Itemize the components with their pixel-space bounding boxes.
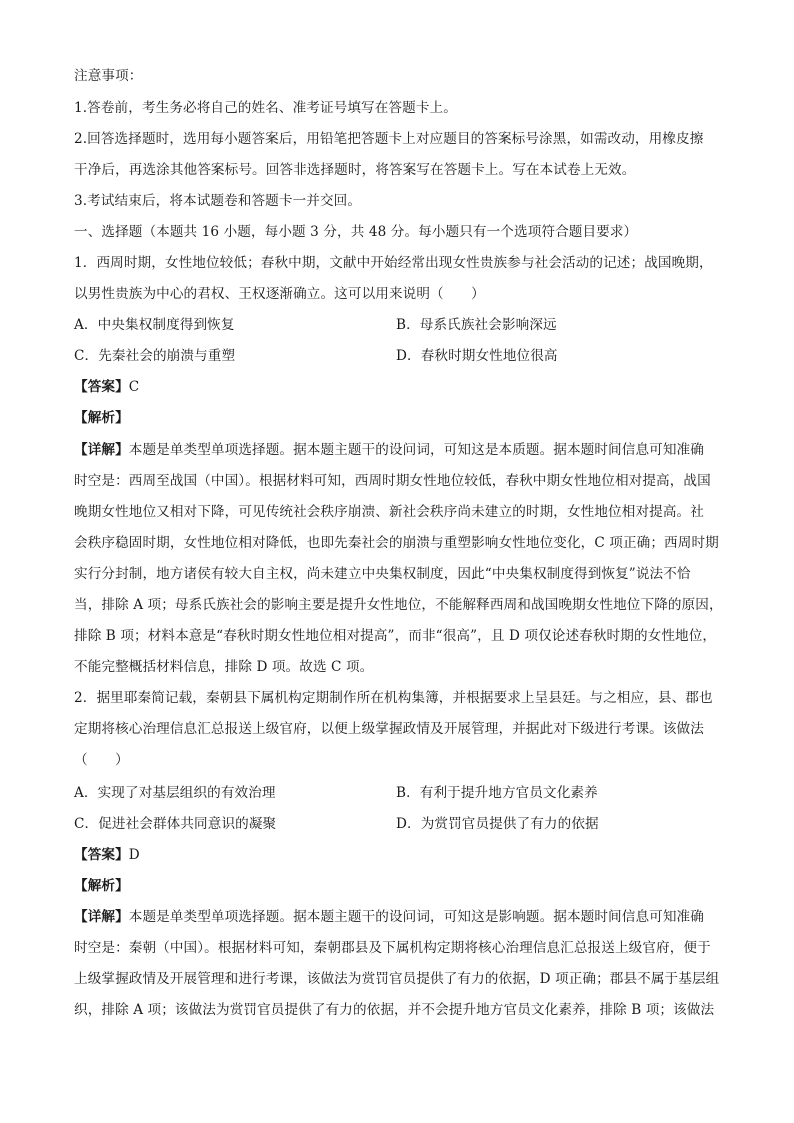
detail-line bbox=[74, 441, 704, 459]
answer-tag: 【答案】 bbox=[74, 847, 129, 863]
notice-title: 注意事项： bbox=[74, 68, 143, 84]
answer-value: C bbox=[128, 379, 140, 395]
detail-line: 时空是：西周至战国（中国）。根据材料可知，西周时期女性地位较低，春秋中期女性地位相对提高，战国 bbox=[74, 473, 711, 489]
detail-line: 不能完整概括材料信息，排除 D 项。故选 C 项。 bbox=[74, 659, 374, 675]
option-c: C．促进社会群体共同意识的凝聚 bbox=[74, 816, 277, 832]
detail-line: 当，排除 A 项；母系氏族社会的影响主要是提升女性地位，不能解释西周和战国晚期女性地位下降的原因， bbox=[74, 597, 723, 613]
answer-tag: 【答案】 bbox=[74, 379, 129, 395]
detail-line: 实行分封制，地方诸侯有较大自主权，尚未建立中央集权制度，因此“中央集权制度得到恢复”说法不恰 bbox=[74, 566, 691, 582]
detail-line bbox=[74, 908, 704, 926]
answer-line bbox=[74, 378, 139, 396]
detail-tag: 【详解】 bbox=[74, 909, 129, 925]
analysis-label: 【解析】 bbox=[74, 878, 129, 894]
analysis-tag bbox=[74, 877, 129, 895]
detail-line: 排除 B 项；材料本意是“春秋时期女性地位相对提高”，而非“很高”，且 D 项仅论述春秋时期的女性地位， bbox=[74, 628, 717, 644]
detail-text: 本题是单类型单项选择题。据本题主题干的设问词，可知这是影响题。据本题时间信息可知准确 bbox=[128, 909, 704, 925]
detail-line: 会秩序稳固时期，女性地位相对降低，也即先秦社会的崩溃与重塑影响女性地位变化，C 项正确；西周时期 bbox=[74, 535, 719, 551]
question-stem: 定期将核心治理信息汇总报送上级官府，以便上级掌握政情及开展管理，并据此对下级进行考课。该做法 bbox=[74, 721, 704, 737]
question-stem: 以男性贵族为中心的君权、王权逐渐确立。这可以用来说明（ ） bbox=[74, 286, 485, 302]
detail-line: 晚期女性地位又相对下降，可见传统社会秩序崩溃、新社会秩序尚未建立的时期，女性地位相对提高。社 bbox=[74, 504, 704, 520]
section-heading: 一、选择题（本题共 16 小题，每小题 3 分，共 48 分。每小题只有一个选项符合题目要求） bbox=[74, 224, 638, 240]
option-b: B．母系氏族社会影响深远 bbox=[396, 317, 557, 333]
notice-item: 干净后，再选涂其他答案标号。回答非选择题时，将答案写在答题卡上。写在本试卷上无效。 bbox=[74, 162, 636, 178]
question-stem: 1．西周时期，女性地位较低；春秋中期，文献中开始经常出现女性贵族参与社会活动的记述；战国晚期， bbox=[74, 255, 713, 271]
option-d: D．春秋时期女性地位很高 bbox=[396, 348, 558, 364]
analysis-tag bbox=[74, 409, 129, 427]
notice-item: 1.答卷前，考生务必将自己的姓名、准考证号填写在答题卡上。 bbox=[74, 100, 457, 116]
option-d: D．为赏罚官员提供了有力的依据 bbox=[396, 816, 599, 832]
detail-line: 织，排除 A 项；该做法为赏罚官员提供了有力的依据，并不会提升地方官员文化素养，排除 B 项；该做法 bbox=[74, 1002, 715, 1018]
option-a: A．实现了对基层组织的有效治理 bbox=[74, 785, 276, 801]
analysis-label: 【解析】 bbox=[74, 410, 129, 426]
detail-line: 时空是：秦朝（中国）。根据材料可知，秦朝郡县及下属机构定期将核心治理信息汇总报送上级官府，便于 bbox=[74, 940, 711, 956]
notice-item: 2.回答选择题时，选用每小题答案后，用铅笔把答题卡上对应题目的答案标号涂黑，如需改动，用橡皮擦 bbox=[74, 131, 704, 147]
option-a: A．中央集权制度得到恢复 bbox=[74, 317, 235, 333]
detail-tag: 【详解】 bbox=[74, 442, 129, 458]
question-stem: 2．据里耶秦简记载，秦朝县下属机构定期制作所在机构集簿，并根据要求上呈县廷。与之相应，县、郡也 bbox=[74, 690, 713, 706]
option-c: C．先秦社会的崩溃与重塑 bbox=[74, 348, 236, 364]
option-b: B．有利于提升地方官员文化素养 bbox=[396, 785, 598, 801]
answer-value: D bbox=[128, 847, 140, 863]
answer-line bbox=[74, 846, 140, 864]
detail-text: 本题是单类型单项选择题。据本题主题干的设问词，可知这是本质题。据本题时间信息可知准确 bbox=[128, 442, 704, 458]
detail-line: 上级掌握政情及开展管理和进行考课，该做法为赏罚官员提供了有力的依据，D 项正确；郡县不属于基层组 bbox=[74, 971, 720, 987]
notice-item: 3.考试结束后，将本试题卷和答题卡一并交回。 bbox=[74, 193, 362, 209]
question-stem: （ ） bbox=[74, 752, 129, 768]
